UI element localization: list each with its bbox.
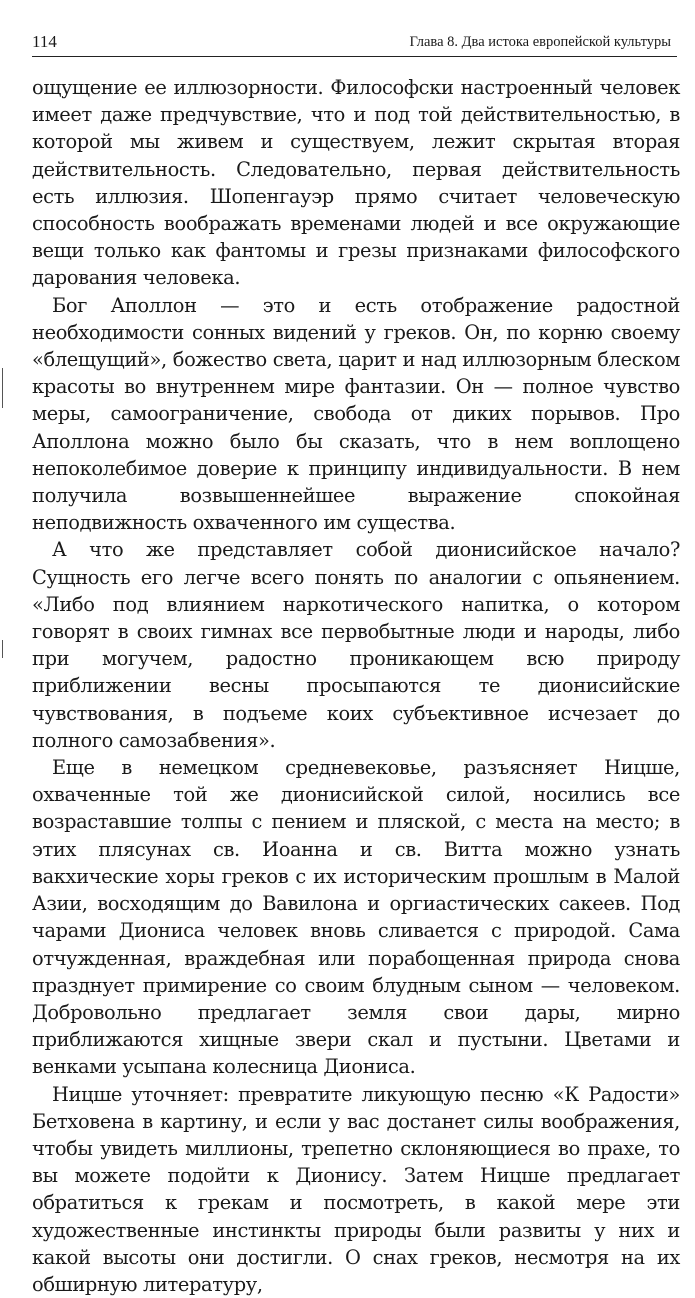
paragraph-5: Ницше уточняет: превратите ликующую песню «К Радости» Бетховена в картину, и если у вас достанет силы воображения, чтобы увидеть миллионы, трепетно склоняющиеся во прахе, то вы можете подойти к Дионису. Затем Ницше предлагает обратиться к грекам и посмотреть, в какой мере эти художественные инстинкты природы были развиты у них и какой высоты они достигли. О снах греков, несмотря на их обширную литературу, <box>32 1082 680 1296</box>
page-number: 114 <box>32 32 57 51</box>
paragraph-4: Еще в немецком средневековье, разъясняет Ницше, охваченные той же дионисийской силой, носились все возраставшие толпы с пением и пляской, с места на место; в этих плясунах св. Иоанна и св. Витта можно узнать вакхические хоры греков с их историческим прошлым в Малой Азии, восходящим до Вавилона и оргиастических сакеев. Под чарами Диониса человек вновь сливается с природой. Сама отчужденная, враждебная или порабощенная природа снова празднует примирение со своим блудным сыном — человеком. Добровольно предлагает земля свои дары, мирно приближаются хищные звери скал и пустыни. Цветами и венками усыпана колесница Диониса. <box>32 756 680 1079</box>
page-header <box>32 30 677 57</box>
margin-mark <box>2 640 3 658</box>
paragraph-2: Бог Аполлон — это и есть отображение радостной необходимости сонных видений у греков. Он, по корню своему «блещущий», божество света, царит и над иллюзорным блеском красоты во внутреннем мире фантазии. Он — полное чувство меры, самоограничение, свобода от диких порывов. Про Аполлона можно было бы сказать, что в нем воплощено непоколебимое доверие к принципу индивидуальности. В нем получила возвышеннейшее выражение спокойная неподвижность охваченного им существа. <box>32 293 680 535</box>
paragraph-3: А что же представляет собой дионисийское начало? Сущность его легче всего понять по аналогии с опьянением. «Либо под влиянием наркотического напитка, о котором говорят в своих гимнах все первобытные люди и народы, либо при могучем, радостно проникающем всю природу приближении весны просыпаются те дионисийские чувствования, в подъеме коих субъективное исчезает до полного самозабвения». <box>32 538 680 752</box>
running-head: Глава 8. Два истока европейской культуры <box>409 34 671 50</box>
body-text <box>32 74 680 1298</box>
margin-mark <box>2 368 3 408</box>
paragraph-1: ощущение ее иллюзорности. Философски настроенный человек имеет даже предчувствие, что и под той действительностью, в которой мы живем и существуем, лежит скрытая вторая действительность. Следовательно, первая действительность есть иллюзия. Шопенгауэр прямо считает человеческую способность воображать временами людей и все окружающие вещи только как фантомы и грезы признаками философского дарования человека. <box>32 76 680 290</box>
